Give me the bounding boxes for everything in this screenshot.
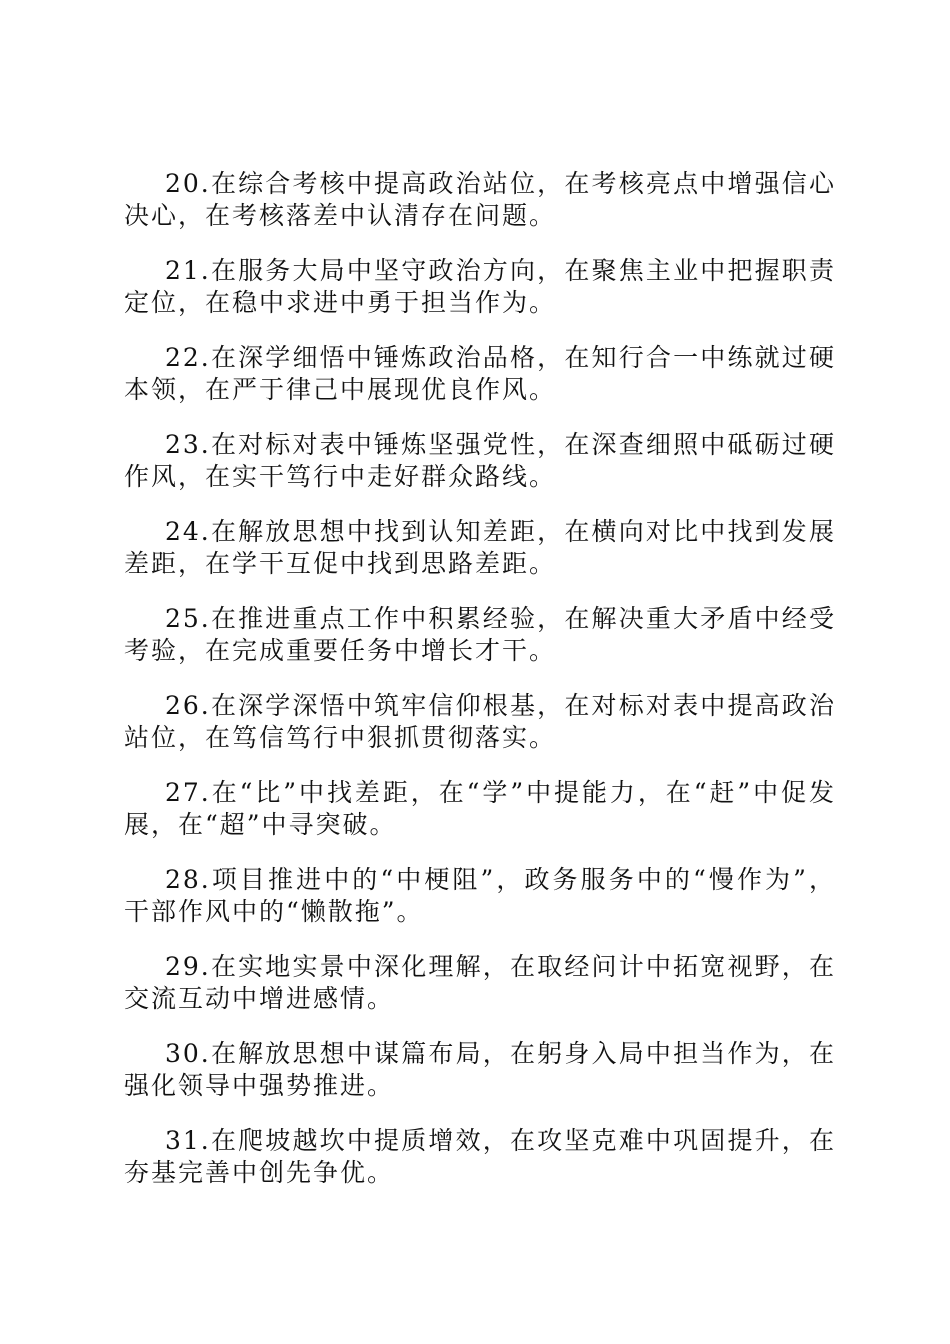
paragraph-20: 20.在综合考核中提高政治站位，在考核亮点中增强信心决心，在考核落差中认清存在问题。 — [124, 169, 836, 230]
paragraph-23: 23.在对标对表中锤炼坚强党性，在深查细照中砥砺过硬作风，在实干笃行中走好群众路线。 — [124, 430, 836, 491]
paragraph-31: 31.在爬坡越坎中提质增效，在攻坚克难中巩固提升，在夯基完善中创先争优。 — [124, 1126, 836, 1187]
paragraph-26: 26.在深学深悟中筑牢信仰根基，在对标对表中提高政治站位，在笃信笃行中狠抓贯彻落实。 — [124, 691, 836, 752]
paragraph-22: 22.在深学细悟中锤炼政治品格，在知行合一中练就过硬本领，在严于律己中展现优良作风。 — [124, 343, 836, 404]
paragraph-21: 21.在服务大局中坚守政治方向，在聚焦主业中把握职责定位，在稳中求进中勇于担当作为。 — [124, 256, 836, 317]
paragraph-29: 29.在实地实景中深化理解，在取经问计中拓宽视野，在交流互动中增进感情。 — [124, 952, 836, 1013]
document-body — [124, 168, 836, 1212]
paragraph-27: 27.在“比”中找差距，在“学”中提能力，在“赶”中促发展，在“超”中寻突破。 — [124, 778, 836, 839]
paragraph-25: 25.在推进重点工作中积累经验，在解决重大矛盾中经受考验，在完成重要任务中增长才干。 — [124, 604, 836, 665]
paragraph-30: 30.在解放思想中谋篇布局，在躬身入局中担当作为，在强化领导中强势推进。 — [124, 1039, 836, 1100]
paragraph-24: 24.在解放思想中找到认知差距，在横向对比中找到发展差距，在学干互促中找到思路差距。 — [124, 517, 836, 578]
paragraph-28: 28.项目推进中的“中梗阻”，政务服务中的“慢作为”，干部作风中的“懒散拖”。 — [124, 865, 836, 926]
